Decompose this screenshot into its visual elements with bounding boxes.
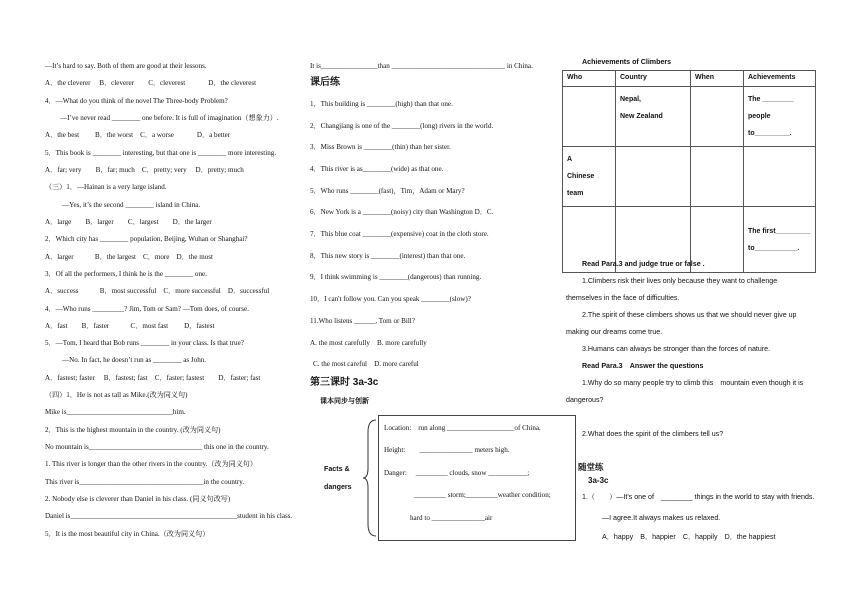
text-line: （三）1．—Hainan is a very large island. (45, 183, 167, 191)
practice-subheading: 3a-3c (588, 476, 609, 485)
left-column (0, 0, 300, 608)
qa-line: 1.Why do so many people try to climb this mountain even though it is (582, 379, 804, 387)
table-header: Achievements (744, 71, 816, 87)
text-line: —No. In fact, he doesn’t run as ________ as John. (62, 356, 207, 364)
exercise-line: 9．I think swimming is ________(dangerous) than running. (310, 273, 482, 281)
text-line: 2. Nobody else is cleverer than Daniel in his class. (同义句改写) (45, 495, 231, 503)
dangers-label: dangers (324, 483, 352, 491)
brace-icon (362, 418, 378, 538)
exercise-line: A. the most carefully B. more carefully (310, 339, 427, 347)
text-line: Mike is______________________________him. (45, 408, 186, 416)
box-line: _________ storm;_________weather condition; (414, 491, 551, 499)
section-heading: 第三课时 3a-3c (310, 377, 379, 388)
cell-text: to_________. (748, 130, 792, 137)
text-line: 5．It is the most beautiful city in China.（改为同义句） (45, 530, 210, 538)
text-line: A．fastest; faster B．fastest; fast C．faster; fastest D．faster; fast (45, 374, 261, 382)
table-cell (563, 87, 616, 147)
subsection-heading: 课本同步与创新 (320, 398, 369, 405)
exercise-line: 6．New York is a ________(noisy) city than Washington D．C. (310, 208, 494, 216)
text-line: It is________________than ________________________________ in China. (310, 62, 533, 70)
cell-text: team (567, 190, 584, 197)
exercise-line: 4．This river is as________(wide) as that one. (310, 165, 444, 173)
text-line: （四）1．He is not as tall as Mike.(改为同义句) (45, 391, 188, 399)
section-heading: 课后练 (310, 77, 340, 88)
exercise-line: 5．Who runs ________(fast)，Tim，Adam or Mary? (310, 187, 465, 195)
exercise-line: 11.Who listens ______, Tom or Bill? (310, 317, 415, 325)
text-line: —It’s hard to say. Both of them are good at their lessons. (45, 62, 207, 70)
text-line: 2．This is the highest mountain in the country. (改为同义句) (45, 426, 221, 434)
cell-text: Nepal, (620, 96, 642, 103)
text-line: 5．—Tom, I heard that Bob runs ________ in your class. Is that true? (45, 339, 244, 347)
right-column (560, 0, 860, 608)
cell-text: New Zealand (620, 113, 663, 120)
table-cell (691, 147, 744, 207)
text-line: A．the best B．the worst C．a worse D．a better (45, 131, 231, 139)
text-line: 4．—What do you think of the novel The Three-body Problem? (45, 97, 228, 105)
question-line: 1.（ ）—It's one of ________ things in the world to stay with friends. (582, 493, 815, 501)
exercise-line: C. the most careful D. more careful (313, 360, 419, 368)
achievements-table (562, 70, 816, 273)
qa-title: Read Para.3 Answer the questions (582, 362, 704, 370)
table-cell (691, 87, 744, 147)
cell-text: to___________. (748, 245, 800, 252)
text-line: 3．Of all the performers, I think he is the ________ one. (45, 270, 207, 278)
qa-line: 2.What does the spirit of the climbers tell us? (582, 430, 724, 438)
text-line: —I’ve never read ________ one before. It is full of imagination（想象力）. (60, 114, 279, 122)
text-line: A．larger B．the largest C．more D．the most (45, 253, 213, 261)
exercise-line: 7．This blue coat ________(expensive) coat in the cloth store. (310, 230, 489, 238)
tf-line: making our dreams come true. (566, 328, 663, 336)
tf-line: 1.Climbers risk their lives only because they want to challenge (582, 277, 778, 285)
tf-line: 2.The spirit of these climbers shows us that we should never give up (582, 311, 797, 319)
cell-text: A Chinese (567, 156, 595, 180)
middle-column (300, 0, 560, 608)
question-line: A．happy B．happier C．happily D．the happiest (602, 533, 776, 541)
cell-text: The first_________ (748, 228, 811, 235)
text-line: A．fast B．faster C．most fast D．fastest (45, 322, 215, 330)
text-line: A．large B．larger C．largest D．the larger (45, 218, 212, 226)
text-line: 2．Which city has ________ population, Beijing, Wuhan or Shanghai? (45, 235, 248, 243)
text-line: 5．This book is ________ interesting, but that one is ________ more interesting. (45, 149, 277, 157)
text-line: 4．—Who runs _________? Jim, Tom or Sam? —Tom does, of course. (45, 305, 249, 313)
table-cell (744, 207, 816, 273)
qa-line: dangerous? (566, 396, 604, 404)
text-line: —Yes, it’s the second ________ island in China. (62, 201, 201, 209)
table-header: Country (616, 71, 691, 87)
exercise-line: 2．Changjiang is one of the ________(long) rivers in the world. (310, 122, 494, 130)
text-line: A．success B．most successful C．more successful D．successful (45, 287, 270, 295)
exercise-line: 10．I can't follow you. Can you speak ________(slow)? (310, 295, 471, 303)
text-line: No mountain is________________________________ this one in the country. (45, 443, 269, 451)
text-line: Daniel is_______________________________________________student in his class. (45, 512, 293, 520)
box-line: Height: _______________ meters high. (384, 446, 510, 454)
table-cell (616, 147, 691, 207)
box-line: Location: run along ___________________of China. (384, 424, 541, 432)
question-line: —I agree.It always makes us relaxed. (602, 514, 721, 522)
table-cell (563, 147, 616, 207)
box-line: Danger: _________ clouds, snow ___________; (384, 469, 530, 477)
table-title: Achievements of Climbers (582, 58, 672, 66)
cell-text: The ________ people (748, 96, 794, 120)
para3-title: Read Para.3 and judge true or false . (582, 260, 705, 268)
facts-label: Facts & (324, 465, 350, 473)
box-line: hard to _______________air (410, 514, 493, 522)
table-header: Who (563, 71, 616, 87)
table-cell (744, 87, 816, 147)
text-line: 1. This river is longer than the other rivers in the country.（改为同义句） (45, 460, 257, 468)
text-line: This river is___________________________________in the country. (45, 478, 245, 486)
exercise-line: 3．Miss Brown is ________(thin) than her sister. (310, 143, 451, 151)
tf-line: 3.Humans can always be stronger than the forces of nature. (582, 345, 771, 353)
table-cell (744, 147, 816, 207)
table-cell (616, 87, 691, 147)
exercise-line: 8．This new story is ________(interest) than that one. (310, 252, 466, 260)
text-line: A．the cleverer B．cleverer C．cleverest D．the cleverest (45, 79, 257, 87)
text-line: A．far; very B．far; much C．pretty; very D．pretty; much (45, 166, 244, 174)
exercise-line: 1．This building is ________(high) than that one. (310, 100, 453, 108)
table-header: When (691, 71, 744, 87)
practice-heading: 随堂练 (578, 462, 604, 472)
tf-line: themselves in the face of difficulties. (566, 294, 680, 302)
